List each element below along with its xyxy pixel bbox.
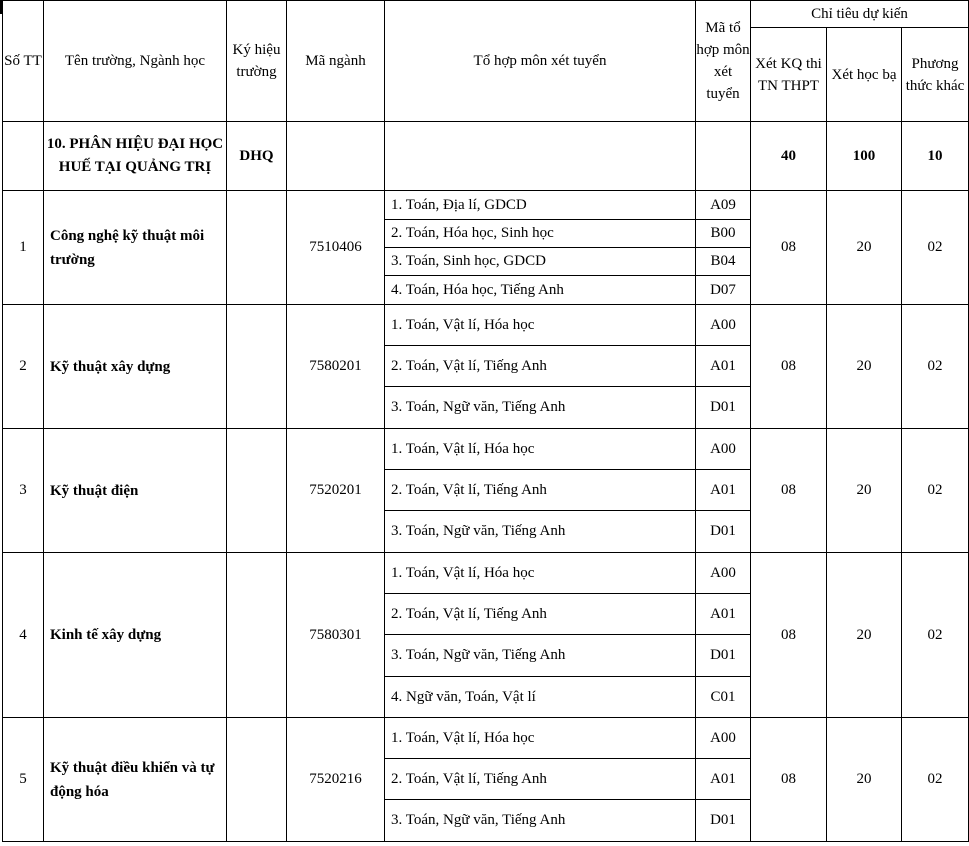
- combo-code: A00: [696, 305, 751, 346]
- combo-label: 3. Toán, Ngữ văn, Tiếng Anh: [385, 800, 696, 842]
- major-quota-thpt: 08: [751, 429, 827, 553]
- combo-code: A01: [696, 759, 751, 800]
- combo-label: 1. Toán, Vật lí, Hóa học: [385, 429, 696, 470]
- combo-code: A00: [696, 718, 751, 759]
- major-quota-hocba: 20: [827, 429, 902, 553]
- major-name: Kinh tế xây dựng: [44, 553, 227, 718]
- header-quota-hocba: Xét học bạ: [827, 28, 902, 122]
- combo-code: A09: [696, 191, 751, 220]
- major-symbol: [227, 305, 287, 429]
- header-major-code: Mã ngành: [287, 1, 385, 122]
- major-symbol: [227, 718, 287, 842]
- major-symbol: [227, 553, 287, 718]
- major-quota-other: 02: [902, 718, 969, 842]
- combo-label: 3. Toán, Ngữ văn, Tiếng Anh: [385, 635, 696, 677]
- major-code: 7510406: [287, 191, 385, 305]
- combo-label: 1. Toán, Vật lí, Hóa học: [385, 305, 696, 346]
- combo-label: 2. Toán, Vật lí, Tiếng Anh: [385, 594, 696, 635]
- combo-label: 3. Toán, Ngữ văn, Tiếng Anh: [385, 387, 696, 429]
- combo-row: [3, 191, 969, 220]
- combo-label: 1. Toán, Vật lí, Hóa học: [385, 553, 696, 594]
- combo-label: 4. Toán, Hóa học, Tiếng Anh: [385, 276, 696, 305]
- major-stt: 2: [3, 305, 44, 429]
- header-quota-other: Phương thức khác: [902, 28, 969, 122]
- major-quota-thpt: 08: [751, 553, 827, 718]
- combo-code: A01: [696, 346, 751, 387]
- major-quota-hocba: 20: [827, 305, 902, 429]
- major-code: 7520216: [287, 718, 385, 842]
- combo-code: B04: [696, 248, 751, 276]
- combo-code: B00: [696, 220, 751, 248]
- combo-code: A01: [696, 470, 751, 511]
- combo-code: A01: [696, 594, 751, 635]
- header-combos: Tổ hợp môn xét tuyển: [385, 1, 696, 122]
- combo-label: 3. Toán, Ngữ văn, Tiếng Anh: [385, 511, 696, 553]
- major-quota-hocba: 20: [827, 191, 902, 305]
- header-combo-code: Mã tổ hợp môn xét tuyển: [696, 1, 751, 122]
- combo-label: 2. Toán, Vật lí, Tiếng Anh: [385, 470, 696, 511]
- combo-row: [3, 553, 969, 594]
- major-name: Kỹ thuật điều khiển và tự động hóa: [44, 718, 227, 842]
- major-quota-other: 02: [902, 429, 969, 553]
- combo-code: D01: [696, 635, 751, 677]
- header-row: [3, 1, 969, 28]
- table-body: [3, 1, 969, 842]
- combo-label: 2. Toán, Vật lí, Tiếng Anh: [385, 346, 696, 387]
- admission-quota-sheet: [2, 0, 969, 842]
- combo-code: D01: [696, 511, 751, 553]
- major-code: 7580301: [287, 553, 385, 718]
- major-quota-thpt: 08: [751, 718, 827, 842]
- major-quota-other: 02: [902, 191, 969, 305]
- major-symbol: [227, 191, 287, 305]
- combo-row: [3, 429, 969, 470]
- major-stt: 1: [3, 191, 44, 305]
- major-quota-other: 02: [902, 553, 969, 718]
- combo-label: 4. Ngữ văn, Toán, Vật lí: [385, 677, 696, 718]
- combo-code: D01: [696, 387, 751, 429]
- combo-label: 3. Toán, Sinh học, GDCD: [385, 248, 696, 276]
- major-stt: 4: [3, 553, 44, 718]
- major-name: Công nghệ kỹ thuật môi trường: [44, 191, 227, 305]
- university-symbol: DHQ: [227, 122, 287, 191]
- university-quota-hocba: 100: [827, 122, 902, 191]
- combo-row: [3, 718, 969, 759]
- combo-code: A00: [696, 429, 751, 470]
- university-stt: [3, 122, 44, 191]
- major-name: Kỹ thuật xây dựng: [44, 305, 227, 429]
- major-stt: 3: [3, 429, 44, 553]
- major-symbol: [227, 429, 287, 553]
- combo-code: C01: [696, 677, 751, 718]
- header-quota-thpt: Xét KQ thi TN THPT: [751, 28, 827, 122]
- major-quota-thpt: 08: [751, 305, 827, 429]
- combo-code: D07: [696, 276, 751, 305]
- combo-row: [3, 305, 969, 346]
- combo-code: D01: [696, 800, 751, 842]
- major-code: 7580201: [287, 305, 385, 429]
- major-quota-other: 02: [902, 305, 969, 429]
- major-quota-thpt: 08: [751, 191, 827, 305]
- combo-label: 2. Toán, Vật lí, Tiếng Anh: [385, 759, 696, 800]
- header-stt: Số TT: [3, 1, 44, 122]
- combo-label: 1. Toán, Địa lí, GDCD: [385, 191, 696, 220]
- combo-label: 1. Toán, Vật lí, Hóa học: [385, 718, 696, 759]
- university-quota-thpt: 40: [751, 122, 827, 191]
- university-combo-code: [696, 122, 751, 191]
- header-symbol: Ký hiệu trường: [227, 1, 287, 122]
- major-stt: 5: [3, 718, 44, 842]
- header-quota-group: Chỉ tiêu dự kiến: [751, 1, 969, 28]
- university-name: 10. PHÂN HIỆU ĐẠI HỌC HUẾ TẠI QUẢNG TRỊ: [44, 122, 227, 191]
- university-combos: [385, 122, 696, 191]
- major-quota-hocba: 20: [827, 718, 902, 842]
- major-quota-hocba: 20: [827, 553, 902, 718]
- university-major-code: [287, 122, 385, 191]
- university-row: [3, 122, 969, 191]
- major-name: Kỹ thuật điện: [44, 429, 227, 553]
- university-quota-other: 10: [902, 122, 969, 191]
- major-code: 7520201: [287, 429, 385, 553]
- combo-label: 2. Toán, Hóa học, Sinh học: [385, 220, 696, 248]
- header-name: Tên trường, Ngành học: [44, 1, 227, 122]
- admission-table: [2, 0, 969, 842]
- combo-code: A00: [696, 553, 751, 594]
